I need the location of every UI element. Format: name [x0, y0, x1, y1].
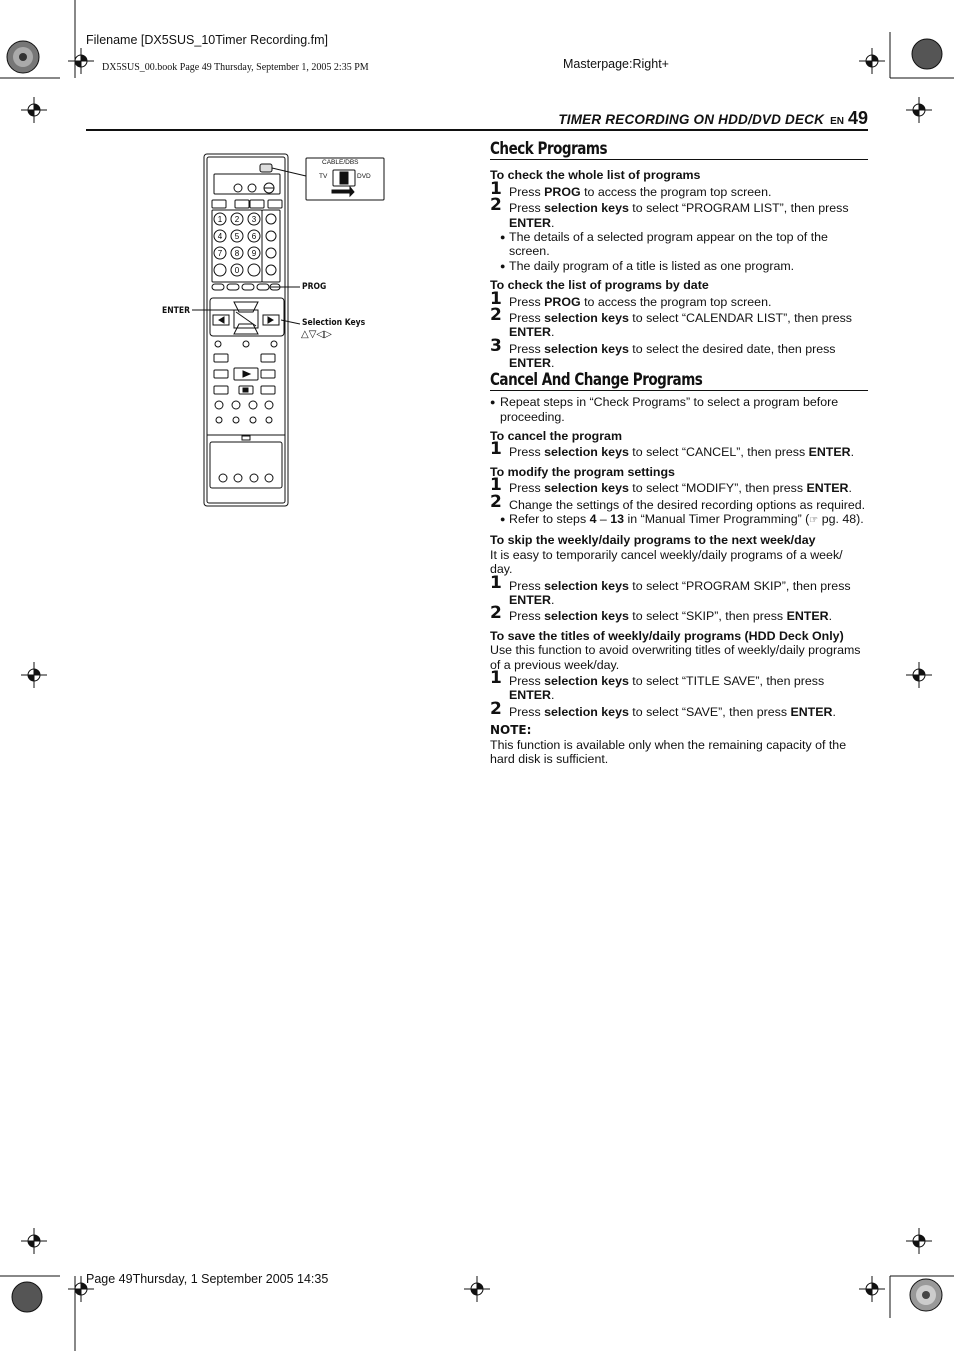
aux-key-circle: [248, 264, 260, 276]
num-key-label: 2: [234, 215, 240, 224]
num-key-label: 3: [251, 215, 257, 224]
crosshair-mark-left-upper: [21, 97, 47, 123]
bullet-dot-icon: ●: [500, 260, 506, 271]
section-heading-cancel-change: Cancel And Change Programs: [490, 371, 868, 391]
num-key-label: 6: [251, 232, 257, 241]
subheading-cancel: To cancel the program: [490, 428, 622, 443]
section-heading-check-programs: Check Programs: [490, 140, 868, 160]
num-key-label: 1: [217, 215, 223, 224]
step-number: 1: [490, 439, 502, 460]
num-key-label: 8: [234, 249, 240, 258]
crosshair-mark-top-right: [859, 48, 885, 74]
step-number: 1: [490, 572, 502, 593]
num-key-label: 5: [234, 232, 240, 241]
step-item: 1 Press selection keys to select “CANCEL”, then press ENTER.: [490, 439, 855, 460]
crosshair-mark-bottom-right: [859, 1276, 885, 1302]
step-item: 2 Press selection keys to select “SAVE”, then press ENTER.: [490, 698, 836, 719]
bullet-dot-icon: ●: [500, 232, 506, 243]
note-text: This function is available only when the remaining capacity of the hard disk is sufficient.: [490, 737, 847, 767]
book-info-line: DX5SUS_00.book Page 49 Thursday, September 1, 2005 2:35 PM: [102, 62, 369, 73]
crosshair-icon: [859, 1276, 885, 1302]
starburst-mark-bottom-right: [909, 1278, 943, 1317]
crosshair-mark-right-middle: [906, 662, 932, 688]
save-description: Use this function to avoid overwriting titles of weekly/daily programs of a previous week/day.: [490, 643, 861, 672]
step-number: 2: [490, 491, 502, 512]
crosshair-icon: [464, 1276, 490, 1302]
step-item: 2 Press selection keys to select “SKIP”, then press ENTER.: [490, 603, 833, 624]
step-item: 1 Press PROG to access the program top screen.: [490, 288, 772, 309]
remote-illustration: [150, 152, 400, 512]
crosshair-icon: [859, 48, 885, 74]
crosshair-mark-right-upper: [906, 97, 932, 123]
step-number: 2: [490, 603, 502, 624]
starburst-icon: [909, 1278, 943, 1312]
bullet-item: ● Refer to steps 4 – 13 in “Manual Timer Programming” (☞ pg. 48).: [500, 511, 864, 526]
step-number: 1: [490, 178, 502, 199]
num-key-label: 9: [251, 249, 257, 258]
grey-circle-icon: [911, 38, 943, 70]
running-head: [268, 108, 868, 129]
subheading-whole-list: To check the whole list of programs: [490, 168, 701, 183]
crosshair-icon: [68, 48, 94, 74]
crosshair-mark-left-middle: [21, 662, 47, 688]
selection-keys-label: Selection Keys: [302, 318, 366, 328]
crosshair-icon: [21, 662, 47, 688]
subheading-by-date: To check the list of programs by date: [490, 278, 709, 293]
step-number: 2: [490, 305, 502, 326]
crosshair-mark-right-lower: [906, 1228, 932, 1254]
starburst-icon: [6, 40, 40, 74]
crosshair-mark-bottom-center: [464, 1276, 490, 1302]
content-column: [490, 140, 868, 766]
starburst-mark-top-left: [6, 40, 40, 79]
selection-arrows-label: △▽◁▷: [301, 329, 332, 340]
bullet-item: ● The details of a selected program appear on the top of the screen.: [500, 230, 828, 259]
bullet-item: ● The daily program of a title is listed as one program.: [500, 258, 795, 273]
crosshair-icon: [906, 1228, 932, 1254]
crosshair-mark-top-left: [68, 48, 94, 74]
step-item: 3 Press selection keys to select the desired date, then press ENTER.: [490, 335, 836, 371]
step-item: 2 Change the settings of the desired recording options as required.: [490, 491, 866, 512]
grey-circle-mark-bottom-left: [11, 1281, 43, 1318]
skip-description: It is easy to temporarily cancel weekly/daily programs of a week/ day.: [490, 547, 843, 577]
enter-key-label: ENTER: [162, 306, 190, 316]
num-key-label: 0: [234, 266, 240, 275]
step-number: 2: [490, 195, 502, 216]
page-reference-icon: ☞: [809, 514, 819, 526]
note-label: NOTE:: [490, 723, 532, 738]
masterpage-label: Masterpage:Right+: [563, 57, 669, 71]
bullet-dot-icon: ●: [500, 513, 506, 524]
step-item: 2 Press selection keys to select “CALENDAR LIST”, then press ENTER.: [490, 305, 852, 340]
header-rule: [86, 129, 868, 131]
crosshair-mark-left-lower: [21, 1228, 47, 1254]
running-head-title: TIMER RECORDING ON HDD/DVD DECK: [558, 112, 825, 127]
grey-circle-icon: [11, 1281, 43, 1313]
step-number: 1: [490, 668, 502, 688]
crosshair-icon: [906, 662, 932, 688]
crosshair-icon: [21, 97, 47, 123]
subheading-modify: To modify the program settings: [490, 464, 675, 479]
language-tag: EN: [830, 116, 844, 127]
crosshair-icon: [906, 97, 932, 123]
aux-key-circle: [214, 264, 226, 276]
bullet-dot-icon: ●: [490, 397, 496, 408]
footer-line: Page 49Thursday, 1 September 2005 14:35: [86, 1272, 329, 1286]
step-number: 2: [490, 698, 502, 719]
step-number: 3: [490, 335, 502, 356]
prog-key-label: PROG: [302, 282, 327, 292]
step-number: 1: [490, 475, 502, 496]
subheading-skip: To skip the weekly/daily programs to the next week/day: [490, 533, 816, 548]
filename-line: Filename [DX5SUS_10Timer Recording.fm]: [86, 33, 328, 47]
bullet-item: ● Repeat steps in “Check Programs” to select a program before proceeding.: [490, 395, 839, 424]
switch-label-tv: TV: [319, 173, 328, 180]
num-key-label: 7: [217, 249, 223, 258]
remote-control-svg: [150, 152, 400, 512]
switch-label-dvd: DVD: [357, 173, 371, 180]
grey-circle-mark-top-right: [911, 38, 943, 75]
step-item: 2 Press selection keys to select “PROGRAM LIST”, then press ENTER.: [490, 195, 849, 230]
step-number: 1: [490, 288, 502, 309]
crosshair-icon: [21, 1228, 47, 1254]
num-key-label: 4: [217, 232, 223, 241]
page-number: 49: [847, 108, 868, 128]
step-item: 1 Press selection keys to select “TITLE SAVE”, then press ENTER.: [490, 668, 825, 703]
step-item: 1 Press selection keys to select “MODIFY”, then press ENTER.: [490, 475, 852, 496]
step-item: 1 Press PROG to access the program top screen.: [490, 178, 772, 199]
subheading-save-titles: To save the titles of weekly/daily programs (HDD Deck Only): [490, 628, 844, 643]
switch-label-cable-dbs: CABLE/DBS: [322, 159, 359, 166]
step-item: 1 Press selection keys to select “PROGRAM SKIP”, then press ENTER.: [490, 572, 851, 607]
